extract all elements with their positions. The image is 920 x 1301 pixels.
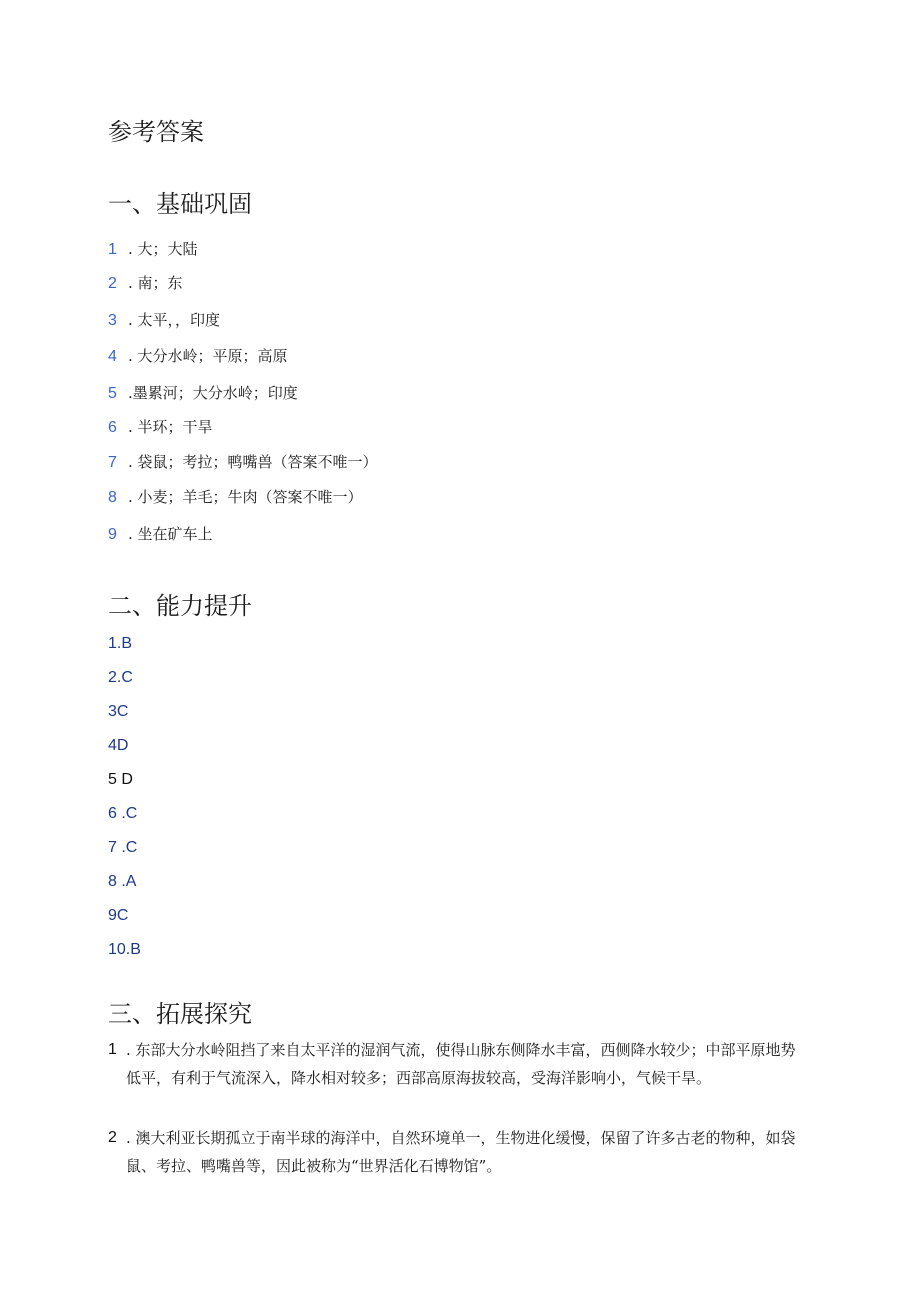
item-answer: . 大；大陆 <box>128 240 198 258</box>
list-item <box>108 309 220 332</box>
item-answer: . 袋鼠；考拉；鸭嘴兽（答案不唯一） <box>128 453 378 471</box>
item-number: 3 <box>108 312 117 329</box>
choice-answer: 5 D <box>108 771 133 788</box>
item-number: 4 <box>108 348 117 365</box>
list-item <box>108 382 298 405</box>
list-item <box>108 238 198 261</box>
list-item <box>108 486 363 509</box>
item-number: 7 <box>108 454 117 471</box>
item-answer: .墨累河；大分水岭；印度 <box>128 384 298 402</box>
item-number: 2 <box>108 1129 117 1146</box>
choice-answer: 4D <box>108 737 129 754</box>
choice-answer: 6 .C <box>108 805 138 822</box>
section-heading-explore: 三、拓展探究 <box>108 1000 252 1028</box>
essay-answer <box>108 1124 808 1180</box>
item-answer: . 大分水岭；平原；高原 <box>128 347 288 365</box>
item-number: 9 <box>108 526 117 543</box>
choice-answer: 8 .A <box>108 873 137 890</box>
section-heading-improve: 二、能力提升 <box>108 592 252 620</box>
list-item <box>108 416 213 439</box>
item-number: 5 <box>108 385 117 402</box>
list-item <box>108 272 183 295</box>
choice-answer: 10.B <box>108 941 141 958</box>
item-answer: . 半环；干旱 <box>128 418 213 436</box>
section-heading-basic: 一、基础巩固 <box>108 190 252 218</box>
item-answer: . 东部大分水岭阻挡了来自太平洋的湿润气流，使得山脉东侧降水丰富，西侧降水较少；中部平原地势低平，有利于气流深入，降水相对较多；西部高原海拔较高，受海洋影响小，气候干旱。 <box>126 1041 796 1087</box>
choice-answer: 7 .C <box>108 839 138 856</box>
list-item <box>108 345 288 368</box>
item-number: 2 <box>108 275 117 292</box>
choice-answer: 9C <box>108 907 129 924</box>
item-answer: . 坐在矿车上 <box>128 525 213 543</box>
choice-answer: 3C <box>108 703 129 720</box>
item-answer: . 南；东 <box>128 274 183 292</box>
list-item <box>108 523 213 546</box>
item-answer: . 澳大利亚长期孤立于南半球的海洋中，自然环境单一，生物进化缓慢，保留了许多古老的物种，如袋鼠、考拉、鸭嘴兽等，因此被称为“世界活化石博物馆”。 <box>126 1129 796 1175</box>
choice-answer: 1.B <box>108 635 133 652</box>
item-number: 6 <box>108 419 117 436</box>
item-number: 1 <box>108 1041 117 1058</box>
item-answer: . 太平，，印度 <box>128 311 221 329</box>
page-title: 参考答案 <box>108 118 204 146</box>
item-number: 8 <box>108 489 117 506</box>
list-item <box>108 451 378 474</box>
essay-answer <box>108 1036 808 1092</box>
item-answer: . 小麦；羊毛；牛肉（答案不唯一） <box>128 488 363 506</box>
item-number: 1 <box>108 241 117 258</box>
choice-answer: 2.C <box>108 669 133 686</box>
